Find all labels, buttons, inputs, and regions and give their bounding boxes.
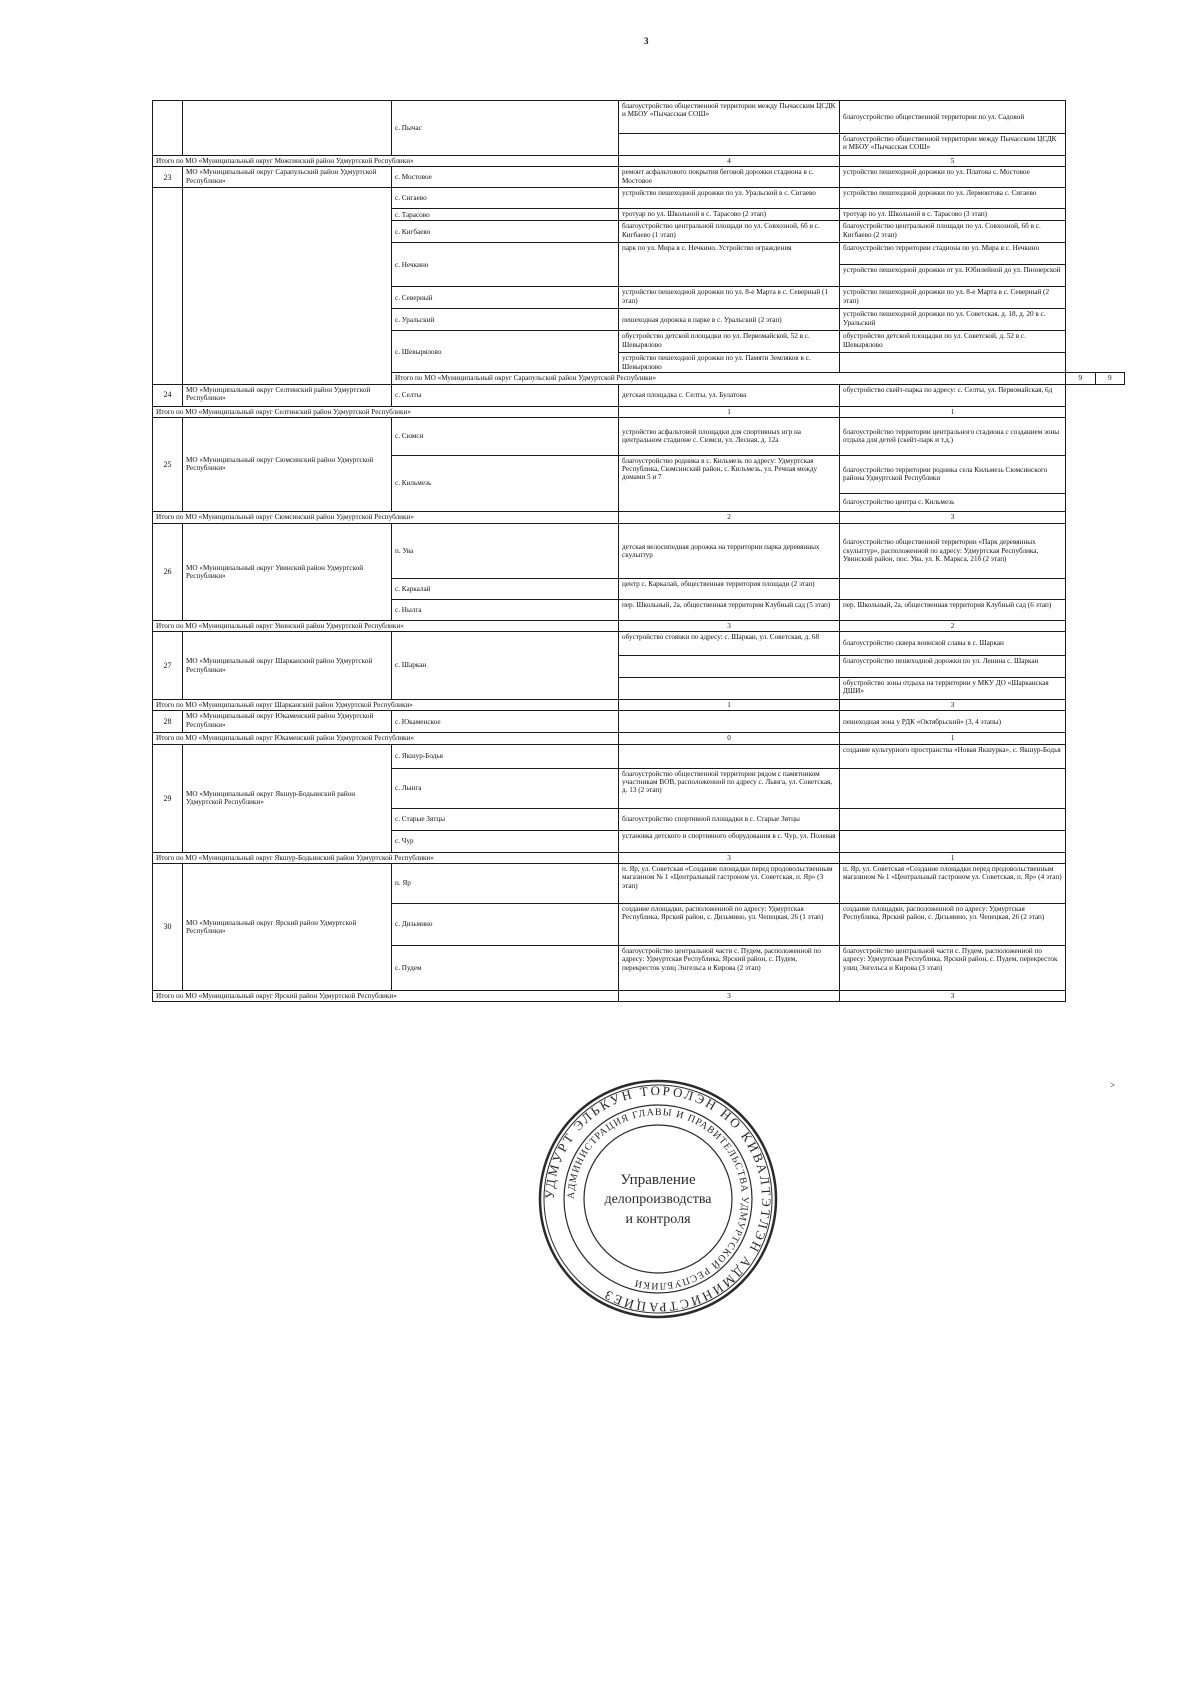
next-year-project-cell: благоустройство территории центрального стадиона с созданием зоны отдыха для детей (скейт-парк и т.д.) bbox=[840, 417, 1066, 455]
previous-year-project-cell: детская велосипедная дорожка на территории парка деревянных скульптур bbox=[619, 523, 840, 578]
settlement-cell: с. Тарасово bbox=[392, 209, 619, 221]
total-previous-count: 3 bbox=[619, 620, 840, 631]
next-year-project-cell: благоустройство сквера воинской славы в с. Шаркан bbox=[840, 632, 1066, 656]
table-row bbox=[153, 744, 1125, 768]
previous-year-project-cell bbox=[619, 678, 840, 700]
total-label-cell: Итого по МО «Муниципальный округ Сарапульский район Удмуртской Республики» bbox=[392, 373, 1066, 384]
previous-year-project-cell: благоустройство спортивной площадки в с. Старые Зятцы bbox=[619, 808, 840, 830]
total-label-cell: Итого по МО «Муниципальный округ Якшур-Бодьинский район Удмуртской Республики» bbox=[153, 852, 619, 863]
next-year-project-cell: благоустройство общественной территории между Пычасским ЦСДК и МБОУ «Пычасская СОШ» bbox=[840, 134, 1066, 156]
total-next-count: 1 bbox=[840, 733, 1066, 744]
municipality-cell bbox=[183, 101, 392, 156]
previous-year-project-cell: детская площадка с. Селты, ул. Булатова bbox=[619, 384, 840, 406]
municipality-cell: МО «Муниципальный округ Шарканский район Удмуртской Республики» bbox=[183, 632, 392, 700]
municipality-cell: МО «Муниципальный округ Селтинский район Удмуртской Республики» bbox=[183, 384, 392, 406]
total-next-count: 1 bbox=[840, 852, 1066, 863]
row-number-cell: 25 bbox=[153, 417, 183, 511]
next-year-project-cell: создание площадки, расположенной по адресу: Удмуртская Республика, Ярский район, с. Дизьмино, ул. Чепецкая, 26 (2 этап) bbox=[840, 903, 1066, 945]
total-row bbox=[153, 733, 1125, 744]
previous-year-project-cell: устройство пешеходной дорожки по ул. 8-е Марта в с. Северный (1 этап) bbox=[619, 287, 840, 309]
total-previous-count: 9 bbox=[1066, 373, 1096, 384]
next-year-project-cell: благоустройство территории родника села Кильмезь Сюмсинского района Удмуртской Республики bbox=[840, 455, 1066, 493]
next-year-project-cell: устройство пешеходной дорожки по ул. Советская, д. 18, д. 20 в с. Уральский bbox=[840, 309, 1066, 331]
table-row bbox=[153, 711, 1125, 733]
next-year-project-cell: благоустройство центра с. Кильмезь bbox=[840, 493, 1066, 511]
next-year-project-cell: обустройство скейт-парка по адресу: с. Селты, ул. Первомайская, 6д bbox=[840, 384, 1066, 406]
settlement-cell: с. Юкаменское bbox=[392, 711, 619, 733]
previous-year-project-cell bbox=[619, 744, 840, 768]
settlement-cell: с. Якшур-Бодья bbox=[392, 744, 619, 768]
settlement-cell: с. Дизьмино bbox=[392, 903, 619, 945]
settlement-cell: с. Кильмезь bbox=[392, 455, 619, 511]
previous-year-project-cell: центр с. Каркалай, общественная территория площади (2 этап) bbox=[619, 578, 840, 599]
total-previous-count: 2 bbox=[619, 511, 840, 523]
total-previous-count: 3 bbox=[619, 852, 840, 863]
next-year-project-cell: благоустройство пешеходной дорожки по ул. Ленина с. Шаркан bbox=[840, 656, 1066, 678]
previous-year-project-cell: благоустройство родника в с. Кильмезь по адресу: Удмуртская Республика, Сюмсинский район, с. Кильмезь, ул. Речная между домами 5 и 7 bbox=[619, 455, 840, 511]
previous-year-project-cell: пер. Школьный, 2а, общественная территория Клубный сад (5 этап) bbox=[619, 599, 840, 620]
total-previous-count: 3 bbox=[619, 990, 840, 1001]
settlement-cell: с. Пудем bbox=[392, 945, 619, 990]
row-number-cell: 27 bbox=[153, 632, 183, 700]
table-row bbox=[153, 863, 1125, 903]
total-label-cell: Итого по МО «Муниципальный округ Сюмсинский район Удмуртской Республики» bbox=[153, 511, 619, 523]
previous-year-project-cell: п. Яр, ул. Советская «Создание площадки перед продовольственным магазином № 1 «Центральный гастроном ул. Советская, п. Яр» (3 этап) bbox=[619, 863, 840, 903]
next-year-project-cell bbox=[840, 830, 1066, 852]
total-next-count: 3 bbox=[840, 990, 1066, 1001]
next-year-project-cell bbox=[840, 353, 1066, 373]
previous-year-project-cell bbox=[619, 656, 840, 678]
previous-year-project-cell: благоустройство общественной территории рядом с памятником участникам ВОВ, расположенной по адресу с. Лынга, ул. Советская, д. 13 (2 этап) bbox=[619, 768, 840, 808]
table-row bbox=[153, 101, 1125, 134]
total-row bbox=[153, 511, 1125, 523]
seal-outer-text: УДМУРТ ЭЛЬКУН ТОРОЛЭН НО КИВАЛТЭТЛЭН АДМИНИСТРАЦИЕЗ bbox=[541, 1082, 775, 1316]
seal-center-line-1: Управление bbox=[620, 1172, 696, 1188]
next-year-project-cell: тротуар по ул. Школьной в с. Тарасово (3 этап) bbox=[840, 209, 1066, 221]
total-previous-count: 4 bbox=[619, 156, 840, 167]
municipality-cell: МО «Муниципальный округ Сюмсинский район Удмуртской Республики» bbox=[183, 417, 392, 511]
settlement-cell: с. Старые Зятцы bbox=[392, 808, 619, 830]
previous-year-project-cell: установка детского и спортивного оборудования в с. Чур, ул. Полевая bbox=[619, 830, 840, 852]
municipality-cell: МО «Муниципальный округ Якшур-Бодьинский район Удмуртской Республики» bbox=[183, 744, 392, 852]
projects-table bbox=[152, 100, 1125, 1002]
total-previous-count: 1 bbox=[619, 406, 840, 417]
next-year-project-cell: благоустройство территории стадиона по ул. Мира в с. Нечкино bbox=[840, 243, 1066, 265]
next-year-project-cell bbox=[840, 578, 1066, 599]
previous-year-project-cell: создание площадки, расположенной по адресу: Удмуртская Республика, Ярский район, с. Дизьмино, ул. Чепецкая, 26 (1 этап) bbox=[619, 903, 840, 945]
total-row bbox=[153, 990, 1125, 1001]
total-next-count: 2 bbox=[840, 620, 1066, 631]
total-next-count: 1 bbox=[840, 406, 1066, 417]
total-next-count: 3 bbox=[840, 511, 1066, 523]
total-previous-count: 1 bbox=[619, 700, 840, 711]
next-year-project-cell: создание культурного пространства «Новая Якшурка», с. Якшур-Бодья bbox=[840, 744, 1066, 768]
next-year-project-cell bbox=[840, 808, 1066, 830]
table-row bbox=[153, 384, 1125, 406]
total-label-cell: Итого по МО «Муниципальный округ Юкаменский район Удмуртской Республики» bbox=[153, 733, 619, 744]
table-row bbox=[153, 523, 1125, 578]
seal-inner-text: АДМИНИСТРАЦИЯ ГЛАВЫ И ПРАВИТЕЛЬСТВА УДМУРТСКОЙ РЕСПУБЛИКИ bbox=[565, 1106, 751, 1292]
settlement-cell: п. Яр bbox=[392, 863, 619, 903]
row-number-cell: 28 bbox=[153, 711, 183, 733]
page-number: 3 bbox=[644, 36, 649, 46]
table-row bbox=[153, 632, 1125, 656]
row-number-cell: 26 bbox=[153, 523, 183, 620]
settlement-cell: п. Ува bbox=[392, 523, 619, 578]
municipality-cell: МО «Муниципальный округ Юкаменский район Удмуртской Республики» bbox=[183, 711, 392, 733]
total-next-count: 3 bbox=[840, 700, 1066, 711]
previous-year-project-cell bbox=[619, 134, 840, 156]
settlement-cell: с. Каркалай bbox=[392, 578, 619, 599]
seal-center-line-3: и контроля bbox=[625, 1212, 691, 1227]
previous-year-project-cell: устройство пешеходной дорожки по ул. Уральской в с. Сигаево bbox=[619, 188, 840, 209]
next-year-project-cell: пер. Школьный, 2а, общественная территория Клубный сад (6 этап) bbox=[840, 599, 1066, 620]
municipality-cell: МО «Муниципальный округ Увинский район Удмуртской Республики» bbox=[183, 523, 392, 620]
table-row bbox=[153, 167, 1125, 188]
previous-year-project-cell: устройство асфальтовой площадки для спортивных игр на центральном стадионе с. Сюмси, ул. Лесная, д. 12а bbox=[619, 417, 840, 455]
settlement-cell: с. Кигбаево bbox=[392, 221, 619, 243]
row-number-cell: 23 bbox=[153, 167, 183, 188]
settlement-cell: с. Селты bbox=[392, 384, 619, 406]
settlement-cell: с. Нечкино bbox=[392, 243, 619, 287]
settlement-cell: с. Сигаево bbox=[392, 188, 619, 209]
table-row bbox=[153, 417, 1125, 455]
next-year-project-cell: благоустройство общественной территории по ул. Садовой bbox=[840, 101, 1066, 134]
previous-year-project-cell: устройство пешеходной дорожки по ул. Памяти Земляков в с. Шевырялово bbox=[619, 353, 840, 373]
next-year-project-cell: благоустройство центральной части с. Пудем, расположенной по адресу: Удмуртская Республика, Ярский район, с. Пудем, перекресток улиц Энгельса и Кирова (3 этап) bbox=[840, 945, 1066, 990]
settlement-cell: с. Лынга bbox=[392, 768, 619, 808]
previous-year-project-cell: пешеходная дорожка в парке в с. Уральский (2 этап) bbox=[619, 309, 840, 331]
settlement-cell: с. Чур bbox=[392, 830, 619, 852]
next-year-project-cell: обустройство детской площадки по ул. Советской, д. 52 в с. Шевырялово bbox=[840, 331, 1066, 353]
total-previous-count: 0 bbox=[619, 733, 840, 744]
row-number-cell bbox=[153, 188, 183, 384]
total-row bbox=[153, 620, 1125, 631]
settlement-cell: с. Нылга bbox=[392, 599, 619, 620]
next-year-project-cell: устройство пешеходной дорожки от ул. Юбилейной до ул. Пионерской bbox=[840, 265, 1066, 287]
total-label-cell: Итого по МО «Муниципальный округ Можгинский район Удмуртской Республики» bbox=[153, 156, 619, 167]
total-label-cell: Итого по МО «Муниципальный округ Селтинский район Удмуртской Республики» bbox=[153, 406, 619, 417]
next-year-project-cell bbox=[840, 768, 1066, 808]
total-row bbox=[153, 156, 1125, 167]
previous-year-project-cell bbox=[619, 711, 840, 733]
settlement-cell: с. Уральский bbox=[392, 309, 619, 331]
settlement-cell: с. Северный bbox=[392, 287, 619, 309]
settlement-cell: с. Сюмси bbox=[392, 417, 619, 455]
settlement-cell: с. Мостовое bbox=[392, 167, 619, 188]
next-year-project-cell: благоустройство центральной площади по ул. Совхозной, 6б в с. Кигбаево (2 этап) bbox=[840, 221, 1066, 243]
total-row bbox=[153, 406, 1125, 417]
next-year-project-cell: п. Яр, ул. Советская «Создание площадки перед продовольственным магазином № 1 «Центральный гастроном ул. Советская, п. Яр» (4 этап) bbox=[840, 863, 1066, 903]
total-next-count: 5 bbox=[840, 156, 1066, 167]
next-year-project-cell: устройство пешеходной дорожки по ул. Лермонтова с. Сигаево bbox=[840, 188, 1066, 209]
total-next-count: 9 bbox=[1095, 373, 1125, 384]
total-row bbox=[153, 852, 1125, 863]
previous-year-project-cell: благоустройство центральной части с. Пудем, расположенной по адресу: Удмуртская Республика, Ярский район, с. Пудем, перекресток улиц Энгельса и Кирова (2 этап) bbox=[619, 945, 840, 990]
total-label-cell: Итого по МО «Муниципальный округ Шарканский район Удмуртской Республики» bbox=[153, 700, 619, 711]
previous-year-project-cell: тротуар по ул. Школьной в с. Тарасово (2 этап) bbox=[619, 209, 840, 221]
next-year-project-cell: благоустройство общественной территории «Парк деревянных скульптур», расположенной по адресу: Удмуртская Республика, Увинский район, пос. Ува, ул. К. Маркса, 21б (2 этап) bbox=[840, 523, 1066, 578]
next-year-project-cell: пешеходная зона у РДК «Октябрьский» (3, 4 этапы) bbox=[840, 711, 1066, 733]
municipality-cell: МО «Муниципальный округ Ярский район Удмуртской Республики» bbox=[183, 863, 392, 990]
table-row bbox=[153, 188, 1125, 209]
settlement-cell: с. Шаркан bbox=[392, 632, 619, 700]
total-row bbox=[153, 700, 1125, 711]
previous-year-project-cell: благоустройство центральной площади по ул. Совхозной, 6б в с. Кигбаево (1 этап) bbox=[619, 221, 840, 243]
total-label-cell: Итого по МО «Муниципальный округ Ярский район Удмуртской Республики» bbox=[153, 990, 619, 1001]
next-year-project-cell: устройство пешеходной дорожки по ул. 8-е Марта в с. Северный (2 этап) bbox=[840, 287, 1066, 309]
settlement-cell: с. Пычас bbox=[392, 101, 619, 156]
previous-year-project-cell: обустройство детской площадки по ул. Первомайской, 52 в с. Шевырялово bbox=[619, 331, 840, 353]
previous-year-project-cell: парк по ул. Мира в с. Нечкино. Устройство ограждения bbox=[619, 243, 840, 287]
next-year-project-cell: обустройство зоны отдыха на территории у МКУ ДО «Шарканская ДШИ» bbox=[840, 678, 1066, 700]
next-year-project-cell: устройство пешеходной дорожки по ул. Платова с. Мостовое bbox=[840, 167, 1066, 188]
row-number-cell: 24 bbox=[153, 384, 183, 406]
row-number-cell bbox=[153, 101, 183, 156]
municipality-cell: МО «Муниципальный округ Сарапульский район Удмуртской Республики» bbox=[183, 167, 392, 188]
row-number-cell: 30 bbox=[153, 863, 183, 990]
total-label-cell: Итого по МО «Муниципальный округ Увинский район Удмуртской Республики» bbox=[153, 620, 619, 631]
seal-center-line-2: делопроизводства bbox=[604, 1192, 712, 1207]
municipality-cell bbox=[183, 188, 392, 384]
row-number-cell: 29 bbox=[153, 744, 183, 852]
previous-year-project-cell: ремонт асфальтового покрытия беговой дорожки стадиона в с. Мостовое bbox=[619, 167, 840, 188]
official-seal-icon bbox=[537, 1078, 779, 1320]
previous-year-project-cell: благоустройство общественной территории между Пычасским ЦСДК и МБОУ «Пычасская СОШ» bbox=[619, 101, 840, 134]
stray-mark: > bbox=[1110, 1080, 1116, 1090]
settlement-cell: с. Шевырялово bbox=[392, 331, 619, 373]
previous-year-project-cell: обустройство стоянки по адресу: с. Шаркан, ул. Советская, д. 68 bbox=[619, 632, 840, 656]
